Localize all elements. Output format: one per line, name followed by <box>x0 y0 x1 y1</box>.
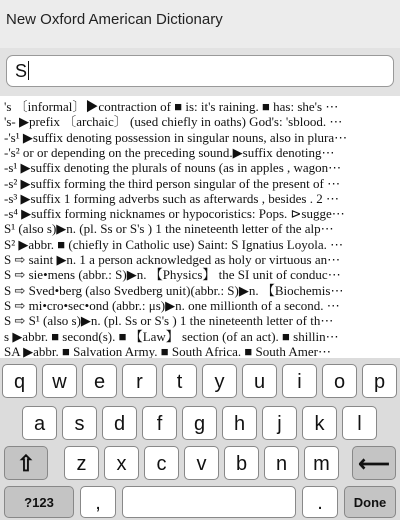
result-definition: ▶n. 1 a person acknowledged as holy or virtuous an⋯ <box>53 252 341 267</box>
result-definition: ▶abbr. ■ Salvation Army. ■ South Africa. ■ South Amer⋯ <box>19 343 332 358</box>
key-w[interactable] <box>42 364 77 398</box>
done-key-label: Done <box>353 495 387 510</box>
key-h[interactable] <box>222 406 257 440</box>
key-s[interactable] <box>62 406 97 440</box>
key-w-label: w <box>52 371 67 393</box>
result-headword: -s⁴ <box>4 206 18 222</box>
key-m-label: m <box>313 453 330 475</box>
results-list <box>0 96 400 358</box>
app-title: New Oxford American Dictionary <box>6 11 223 28</box>
result-definition: ▶suffix denoting possession in singular nouns, also in plura⋯ <box>19 129 348 145</box>
result-definition: (abbr.: S)▶n. 【Physics】 the SI unit of conduc⋯ <box>75 267 341 283</box>
key-b-label: b <box>235 453 248 475</box>
result-headword: S ⇨ S¹ <box>4 313 40 329</box>
shift-key[interactable] <box>4 446 48 480</box>
key-r-label: r <box>136 371 143 393</box>
key-c-label: c <box>156 453 167 475</box>
on-screen-keyboard <box>0 358 400 520</box>
period-key[interactable] <box>302 486 338 518</box>
result-definition: ▶suffix forming nicknames or hypocoristics: Pops. ⊳sugge⋯ <box>17 206 345 222</box>
result-definition: ▶suffix forming the third person singular of the present of ⋯ <box>17 175 341 191</box>
key-c[interactable] <box>144 446 179 480</box>
key-b[interactable] <box>224 446 259 480</box>
result-headword: S ⇨ mi•cro•sec•ond <box>4 297 109 313</box>
key-y[interactable] <box>202 364 237 398</box>
result-headword: -'s² <box>4 144 20 160</box>
key-u[interactable] <box>242 364 277 398</box>
key-q-label: q <box>13 371 26 393</box>
key-p[interactable] <box>362 364 397 398</box>
key-a-label: a <box>33 413 46 435</box>
key-n-label: n <box>275 453 288 475</box>
period-key-label: . <box>317 492 323 514</box>
result-headword: s <box>4 328 10 344</box>
backspace-key[interactable] <box>352 446 396 480</box>
key-y-label: y <box>214 371 225 393</box>
key-a[interactable] <box>22 406 57 440</box>
key-r[interactable] <box>122 364 157 398</box>
key-i[interactable] <box>282 364 317 398</box>
key-m[interactable] <box>304 446 339 480</box>
backspace-key-label: ⟵ <box>358 451 390 476</box>
numbers-key-label: ?123 <box>24 495 54 510</box>
result-definition: ▶abbr. ■ (chiefly in Catholic use) Saint: S Ignatius Loyola. ⋯ <box>15 236 344 252</box>
key-u-label: u <box>253 371 266 393</box>
key-t[interactable] <box>162 364 197 398</box>
result-headword: -'s¹ <box>4 129 20 145</box>
key-v-label: v <box>196 453 207 475</box>
result-headword: S² <box>4 236 16 252</box>
result-definition: (abbr.: μs)▶n. one millionth of a second. ⋯ <box>108 297 340 313</box>
key-l-label: l <box>357 413 362 435</box>
key-f[interactable] <box>142 406 177 440</box>
result-definition: (also Svedberg unit)(abbr.: S)▶n. 【Biochemis⋯ <box>82 282 344 298</box>
result-headword: S¹ <box>4 221 16 237</box>
result-definition: 〔informal〕▶contraction of ■ is: it's raining. ■ has: she's ⋯ <box>11 99 339 114</box>
key-i-label: i <box>297 371 302 393</box>
key-h-label: h <box>233 413 246 435</box>
search-input-value: S <box>15 61 28 81</box>
key-e[interactable] <box>82 364 117 398</box>
result-headword: S ⇨ sie•mens <box>4 267 76 283</box>
key-g-label: g <box>193 413 206 435</box>
key-j[interactable] <box>262 406 297 440</box>
key-x-label: x <box>116 453 127 475</box>
key-q[interactable] <box>2 364 37 398</box>
result-definition: (also s)▶n. (pl. Ss or S's ) 1 the nineteenth letter of th⋯ <box>39 313 334 329</box>
key-d[interactable] <box>102 406 137 440</box>
key-e-label: e <box>93 371 106 393</box>
key-n[interactable] <box>264 446 299 480</box>
text-cursor <box>28 61 29 80</box>
key-z[interactable] <box>64 446 99 480</box>
key-o[interactable] <box>322 364 357 398</box>
key-k[interactable] <box>302 406 337 440</box>
result-definition: or or depending on the preceding sound.▶suffix denoting⋯ <box>19 144 335 160</box>
comma-key[interactable] <box>80 486 116 518</box>
key-k-label: k <box>314 413 325 435</box>
result-row[interactable] <box>4 343 400 358</box>
result-definition: ▶abbr. ■ second(s). ■ 【Law】 section (of an act). ■ shillin⋯ <box>9 328 339 344</box>
key-o-label: o <box>333 371 346 393</box>
result-headword: S ⇨ Sved•berg <box>4 282 83 298</box>
key-s-label: s <box>74 413 85 435</box>
key-p-label: p <box>373 371 386 393</box>
result-definition: ▶suffix 1 forming adverbs such as afterwards , besides . 2 ⋯ <box>17 190 339 206</box>
key-f-label: f <box>156 413 163 435</box>
key-j-label: j <box>277 413 282 435</box>
key-t-label: t <box>176 371 183 393</box>
key-x[interactable] <box>104 446 139 480</box>
result-headword: S ⇨ saint <box>4 252 54 267</box>
search-bar <box>0 48 400 96</box>
result-headword: SA <box>4 343 20 358</box>
title-bar <box>0 0 400 48</box>
key-g[interactable] <box>182 406 217 440</box>
comma-key-label: , <box>95 492 101 514</box>
key-z-label: z <box>76 453 87 475</box>
result-headword: 's- <box>4 114 16 130</box>
key-v[interactable] <box>184 446 219 480</box>
done-key[interactable] <box>344 486 396 518</box>
result-definition: ▶prefix 〔archaic〕 (used chiefly in oaths) God's: 'sblood. ⋯ <box>15 114 343 130</box>
result-headword: 's <box>4 99 12 114</box>
key-d-label: d <box>113 413 126 435</box>
search-input[interactable] <box>6 55 394 87</box>
numbers-key[interactable] <box>4 486 74 518</box>
result-definition: (also s)▶n. (pl. Ss or S's ) 1 the nineteenth letter of the alp⋯ <box>15 221 334 237</box>
space-bar[interactable] <box>122 486 296 518</box>
shift-key-label: ⇧ <box>16 451 36 476</box>
result-headword: -s¹ <box>4 160 18 176</box>
result-definition: ▶suffix denoting the plurals of nouns (as in apples , wagon⋯ <box>17 160 342 176</box>
result-headword: -s² <box>4 175 18 191</box>
result-headword: -s³ <box>4 190 18 206</box>
key-l[interactable] <box>342 406 377 440</box>
